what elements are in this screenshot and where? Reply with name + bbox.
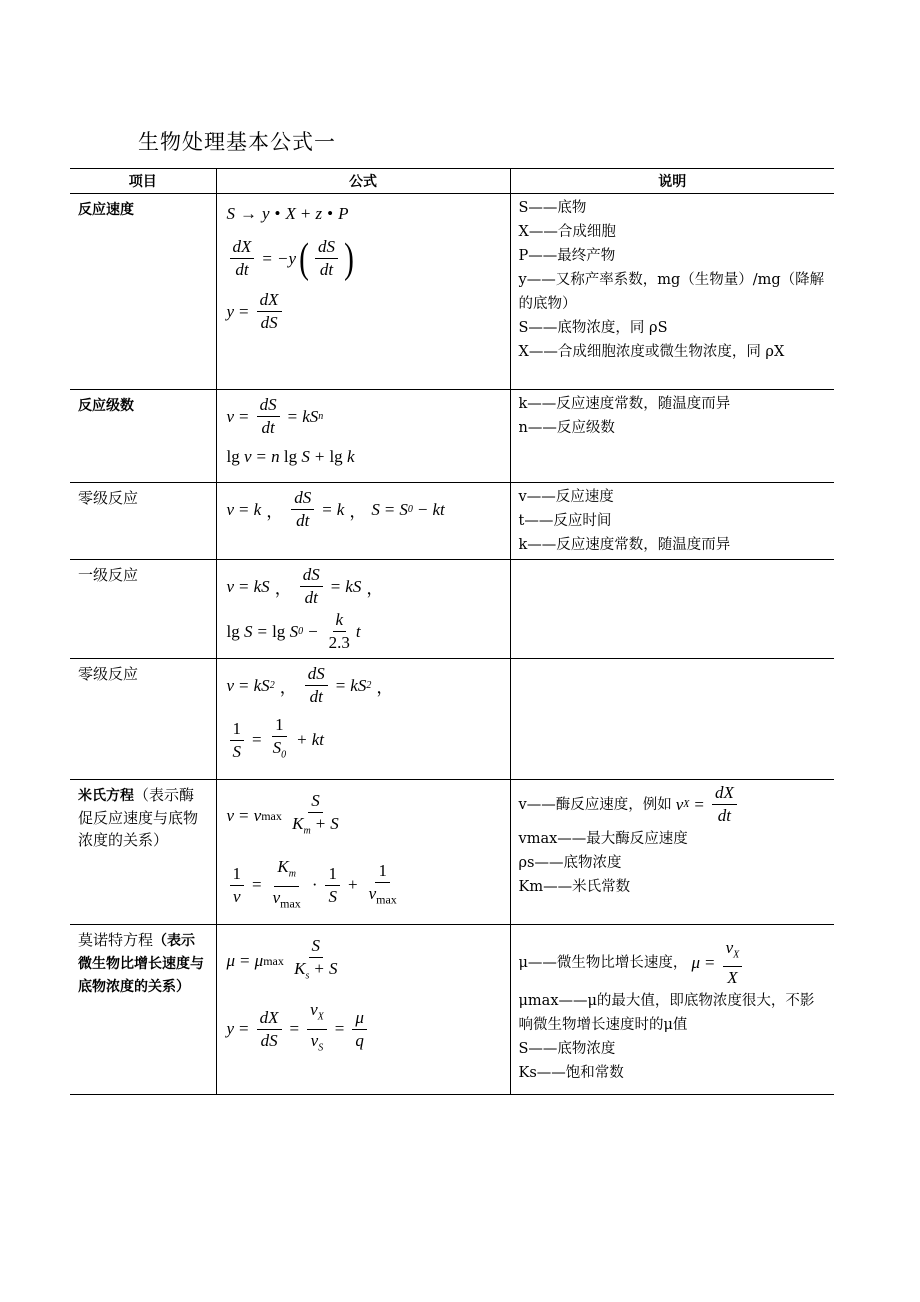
inline-formula: v X = $\frac{dX}{dt}$ xyxy=(676,782,740,827)
description-cell xyxy=(510,925,834,1095)
item-cell xyxy=(70,194,216,390)
description-line: Ks——饱和常数 xyxy=(518,1065,624,1082)
header-formula: 公式 xyxy=(216,169,510,194)
item-cell xyxy=(70,390,216,483)
header-description: 说明 xyxy=(510,169,834,194)
document-title: 生物处理基本公式一 xyxy=(138,130,336,154)
item-name: 米氏方程 xyxy=(78,788,134,804)
description-line: n——反应级数 xyxy=(518,420,615,436)
description-line: X——合成细胞浓度或微生物浓度，同 ρX xyxy=(518,344,785,360)
description-line: P——最终产物 xyxy=(518,248,616,264)
formula: v = k ， $\frac{dS}{dt}$ = k ， S = S 0 − kt xyxy=(226,488,445,530)
item-name: 反应速度 xyxy=(78,202,134,218)
formula: v = $\frac{dS}{dt}$ = kS n xyxy=(226,395,324,437)
table-row xyxy=(70,194,834,390)
item-name: 一级反应 xyxy=(78,566,139,584)
formula: v = kS 2 ， $\frac{dS}{dt}$ = kS 2 ， xyxy=(226,664,394,706)
description-cell xyxy=(510,390,834,483)
formula: lg v = n lg S + lg k xyxy=(226,447,355,466)
description-line: v——反应速度 xyxy=(518,489,614,505)
formula-cell xyxy=(216,925,510,1095)
description-line: S——底物浓度，同 ρS xyxy=(518,320,668,336)
table-row xyxy=(70,390,834,483)
formula: lg S = lg S 0 − $\frac{k}{2.3}$ t xyxy=(226,610,361,652)
description-cell xyxy=(510,560,834,659)
inline-formula: μ = $\frac{v_X}{X}$ xyxy=(691,937,745,989)
description-line: Km——米氏常数 xyxy=(518,879,631,895)
description-cell xyxy=(510,483,834,560)
formula-cell xyxy=(216,780,510,925)
item-name: 莫诺特方程 xyxy=(78,931,154,949)
item-cell xyxy=(70,560,216,659)
formula: y = $\frac{dX}{dS}$ = $\frac{v_X}{v_S}$ = $\frac{\mu}{q}$ xyxy=(227,999,500,1059)
description-line: S——底物浓度 xyxy=(518,1041,616,1058)
item-note: （表示酶促反应速度与底物浓度的关系） xyxy=(78,786,199,849)
description-line: vmax——最大酶反应速度 xyxy=(518,831,688,847)
table-row xyxy=(70,925,834,1095)
item-cell xyxy=(70,780,216,925)
description-line: t——反应时间 xyxy=(518,513,612,529)
header-item: 项目 xyxy=(70,169,216,194)
description-line xyxy=(519,782,827,827)
formula: v = v max $\frac{S}{K_m + S}$ xyxy=(226,791,339,837)
formula-cell xyxy=(216,659,510,780)
table-row xyxy=(70,659,834,780)
item-name: 零级反应 xyxy=(78,665,139,683)
description-line: ρs——底物浓度 xyxy=(518,855,622,871)
formula-cell xyxy=(216,390,510,483)
formula: $\frac{1}{v}$ = $\frac{K_m}{v_{max}}$ · $\frac{1}{S}$ + $\frac{1}{v_{max}}$ xyxy=(227,856,500,914)
item-name: 反应级数 xyxy=(78,398,134,414)
description-cell xyxy=(510,780,834,925)
item-cell xyxy=(70,483,216,560)
formula-cell xyxy=(216,560,510,659)
item-note: （表示微生物比增长速度与底物浓度的关系） xyxy=(78,933,204,995)
description-line: y——又称产率系数，mg（生物量）/mg（降解的底物） xyxy=(518,272,825,312)
table-row xyxy=(70,483,834,560)
description-text: v——酶反应速度，例如 xyxy=(518,796,672,813)
formula: $\frac{1}{S}$ = $\frac{1}{S_0}$ + kt xyxy=(227,714,500,766)
description-line: μmax——μ的最大值，即底物浓度很大，不影响微生物增长速度时的μ值 xyxy=(518,993,815,1034)
description-cell xyxy=(510,659,834,780)
description-line: k——反应速度常数，随温度而异 xyxy=(518,537,731,553)
formula-table xyxy=(70,168,834,1095)
table-header-row xyxy=(70,169,834,194)
description-line: S——底物 xyxy=(518,200,587,216)
table-row xyxy=(70,780,834,925)
description-cell xyxy=(510,194,834,390)
table-row xyxy=(70,560,834,659)
item-cell xyxy=(70,659,216,780)
formula: μ = μ max $\frac{S}{K_s + S}$ xyxy=(226,936,338,982)
item-cell xyxy=(70,925,216,1095)
item-name: 零级反应 xyxy=(78,489,139,507)
description-line: k——反应速度常数，随温度而异 xyxy=(518,396,731,412)
formula: S → y • X + z • P xyxy=(226,204,349,223)
formula: y = $\frac{dX}{dS}$ xyxy=(227,289,500,334)
formula-cell xyxy=(216,194,510,390)
description-line xyxy=(519,937,827,989)
formula: $\frac{dX}{dt}$ = −y ( $\frac{dS}{dt}$ ) xyxy=(227,236,500,281)
formula: v = kS ， $\frac{dS}{dt}$ = kS ， xyxy=(226,565,384,607)
description-text: μ——微生物比增长速度， xyxy=(518,955,688,972)
formula-cell xyxy=(216,483,510,560)
description-line: X——合成细胞 xyxy=(518,224,616,240)
